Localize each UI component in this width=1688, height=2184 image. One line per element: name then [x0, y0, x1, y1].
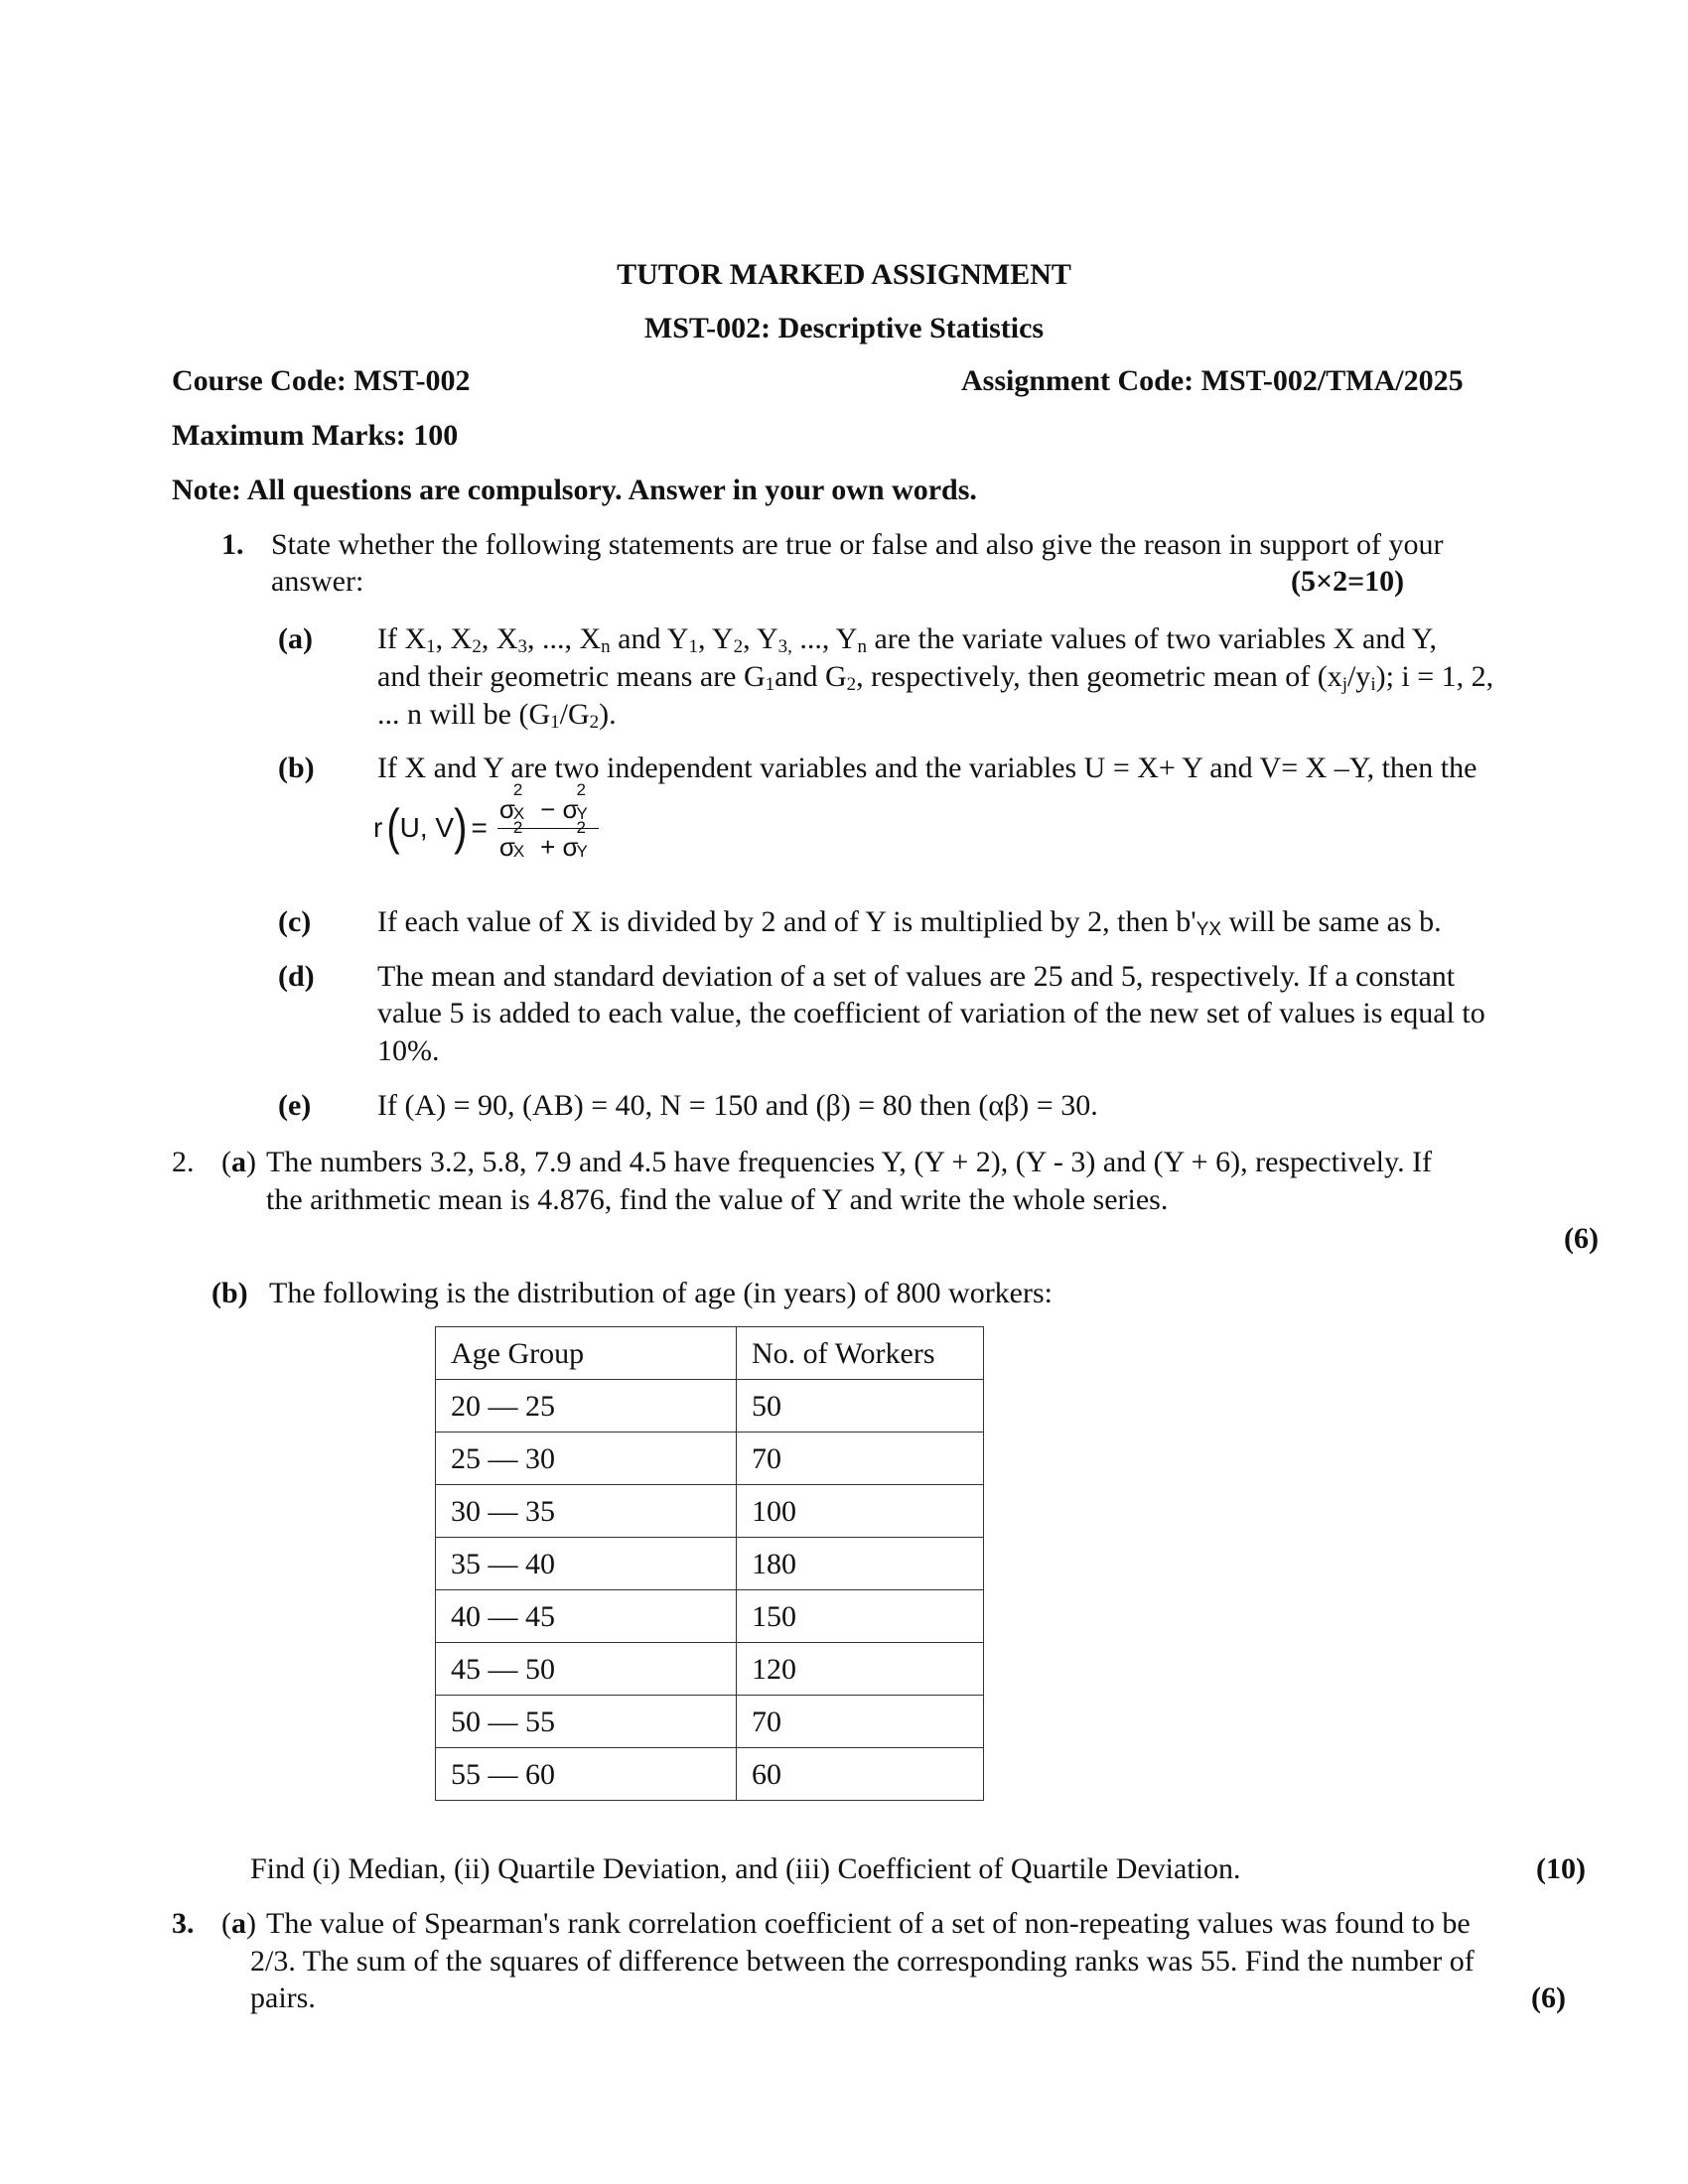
item-text: If X and Y are two independent variables and the variables U = X+ Y and V= X –Y, then the — [377, 751, 1477, 784]
part-text-cont: pairs. — [250, 1981, 316, 2014]
question-number: 1. — [221, 528, 244, 561]
age-group-cell: 50 — 55 — [436, 1696, 737, 1748]
item-text: If $X_1$, $X_2$, $X_3$, ..., $X_n$ and $Y_1$, $Y_2$, $Y_{3,}$ ..., $Y_n$ are the variate values of two variables X and Y, — [377, 622, 1437, 657]
table-row — [436, 1643, 984, 1696]
age-group-cell: 30 — 35 — [436, 1485, 737, 1538]
item-text-cont: ... n will be $(G_1/G_2)$. — [377, 698, 617, 733]
workers-cell: 60 — [737, 1748, 984, 1801]
table-row — [436, 1433, 984, 1485]
table-row — [436, 1748, 984, 1801]
age-group-cell: 35 — 40 — [436, 1538, 737, 1590]
column-header: No. of Workers — [737, 1327, 984, 1380]
formula-lhs: r — [373, 812, 383, 843]
workers-cell: 120 — [737, 1643, 984, 1696]
formula-equals: = — [471, 812, 488, 843]
marks-label: (10) — [1536, 1852, 1586, 1885]
part-text: The value of Spearman's rank correlation coefficient of a set of non-repeating values was found to be — [266, 1907, 1471, 1940]
item-text: The mean and standard deviation of a set of values are 25 and 5, respectively. If a constant — [377, 960, 1456, 993]
age-group-cell: 55 — 60 — [436, 1748, 737, 1801]
table-row — [436, 1538, 984, 1590]
part-label: (b) — [211, 1277, 248, 1309]
item-label: (c) — [278, 905, 312, 938]
item-text-cont: 10%. — [377, 1034, 440, 1067]
maximum-marks: Maximum Marks: 100 — [172, 419, 459, 452]
workers-cell: 70 — [737, 1433, 984, 1485]
workers-cell: 50 — [737, 1380, 984, 1433]
note: Note: All questions are compulsory. Answer in your own words. — [172, 474, 977, 506]
marks-label: (6) — [1531, 1981, 1566, 2014]
item-text-cont: and their geometric means are $G_1and$ $G_2$, respectively, then geometric mean of $(x_j/y_i)$; i = 1, 2, — [377, 660, 1494, 695]
formula-fraction — [497, 779, 599, 863]
age-group-cell: 45 — 50 — [436, 1643, 737, 1696]
column-header: Age Group — [436, 1327, 737, 1380]
workers-cell: 100 — [737, 1485, 984, 1538]
table-row — [436, 1590, 984, 1643]
item-text: If each value of X is divided by 2 and of Y is multiplied by 2, then $b'_{YX}$ will be same as b. — [377, 905, 1442, 940]
part-label: (a) — [221, 1146, 256, 1178]
part-text-cont: the arithmetic mean is 4.876, find the value of Y and write the whole series. — [266, 1183, 1169, 1216]
item-text-cont: value 5 is added to each value, the coefficient of variation of the new set of values is equal to — [377, 997, 1485, 1029]
age-group-cell: 40 — 45 — [436, 1590, 737, 1643]
formula-args: U, V — [399, 812, 455, 843]
course-code: Course Code: MST-002 — [172, 364, 471, 397]
marks-label: (6) — [1564, 1222, 1599, 1255]
course-title: MST-002: Descriptive Statistics — [643, 312, 1045, 344]
document-title: TUTOR MARKED ASSIGNMENT — [617, 258, 1071, 291]
item-label: (d) — [278, 960, 315, 993]
part-text: The numbers 3.2, 5.8, 7.9 and 4.5 have frequencies Y, (Y + 2), (Y - 3) and (Y + 6), respectively. If — [266, 1146, 1433, 1178]
assignment-code: Assignment Code: MST-002/TMA/2025 — [961, 364, 1464, 397]
question-number: 3. — [172, 1907, 195, 1940]
item-label: (e) — [278, 1089, 312, 1122]
item-label: (a) — [278, 622, 313, 655]
marks-label: (5×2=10) — [1291, 565, 1405, 598]
age-group-cell: 20 — 25 — [436, 1380, 737, 1433]
workers-cell: 150 — [737, 1590, 984, 1643]
table-row — [436, 1696, 984, 1748]
question-stem-cont: answer: — [271, 565, 364, 598]
formula-numerator: σ 2 X − σ 2 Y — [498, 779, 588, 824]
part-label: (a) — [221, 1907, 256, 1940]
table-row — [436, 1380, 984, 1433]
item-label: (b) — [278, 751, 315, 784]
correlation-formula: r ( U, V ) = σ 2 X − σ 2 Y σ 2 X + σ 2 Y — [373, 786, 599, 870]
part-task: Find (i) Median, (ii) Quartile Deviation, and (iii) Coefficient of Quartile Deviation. — [250, 1852, 1241, 1885]
part-text: The following is the distribution of age (in years) of 800 workers: — [269, 1277, 1053, 1309]
formula-denominator: σ 2 X + σ 2 Y — [498, 817, 588, 862]
workers-cell: 180 — [737, 1538, 984, 1590]
item-text: If (A) = 90, (AB) = 40, N = 150 and (β) = 80 then (αβ) = 30. — [377, 1089, 1098, 1122]
age-distribution-table — [435, 1326, 984, 1801]
question-stem: State whether the following statements are true or false and also give the reason in support of your — [271, 528, 1444, 561]
age-group-cell: 25 — 30 — [436, 1433, 737, 1485]
table-row — [436, 1485, 984, 1538]
table-header-row — [436, 1327, 984, 1380]
workers-cell: 70 — [737, 1696, 984, 1748]
part-text-cont: 2/3. The sum of the squares of difference between the corresponding ranks was 55. Find the number of — [250, 1945, 1475, 1978]
question-number: 2. — [172, 1146, 195, 1178]
